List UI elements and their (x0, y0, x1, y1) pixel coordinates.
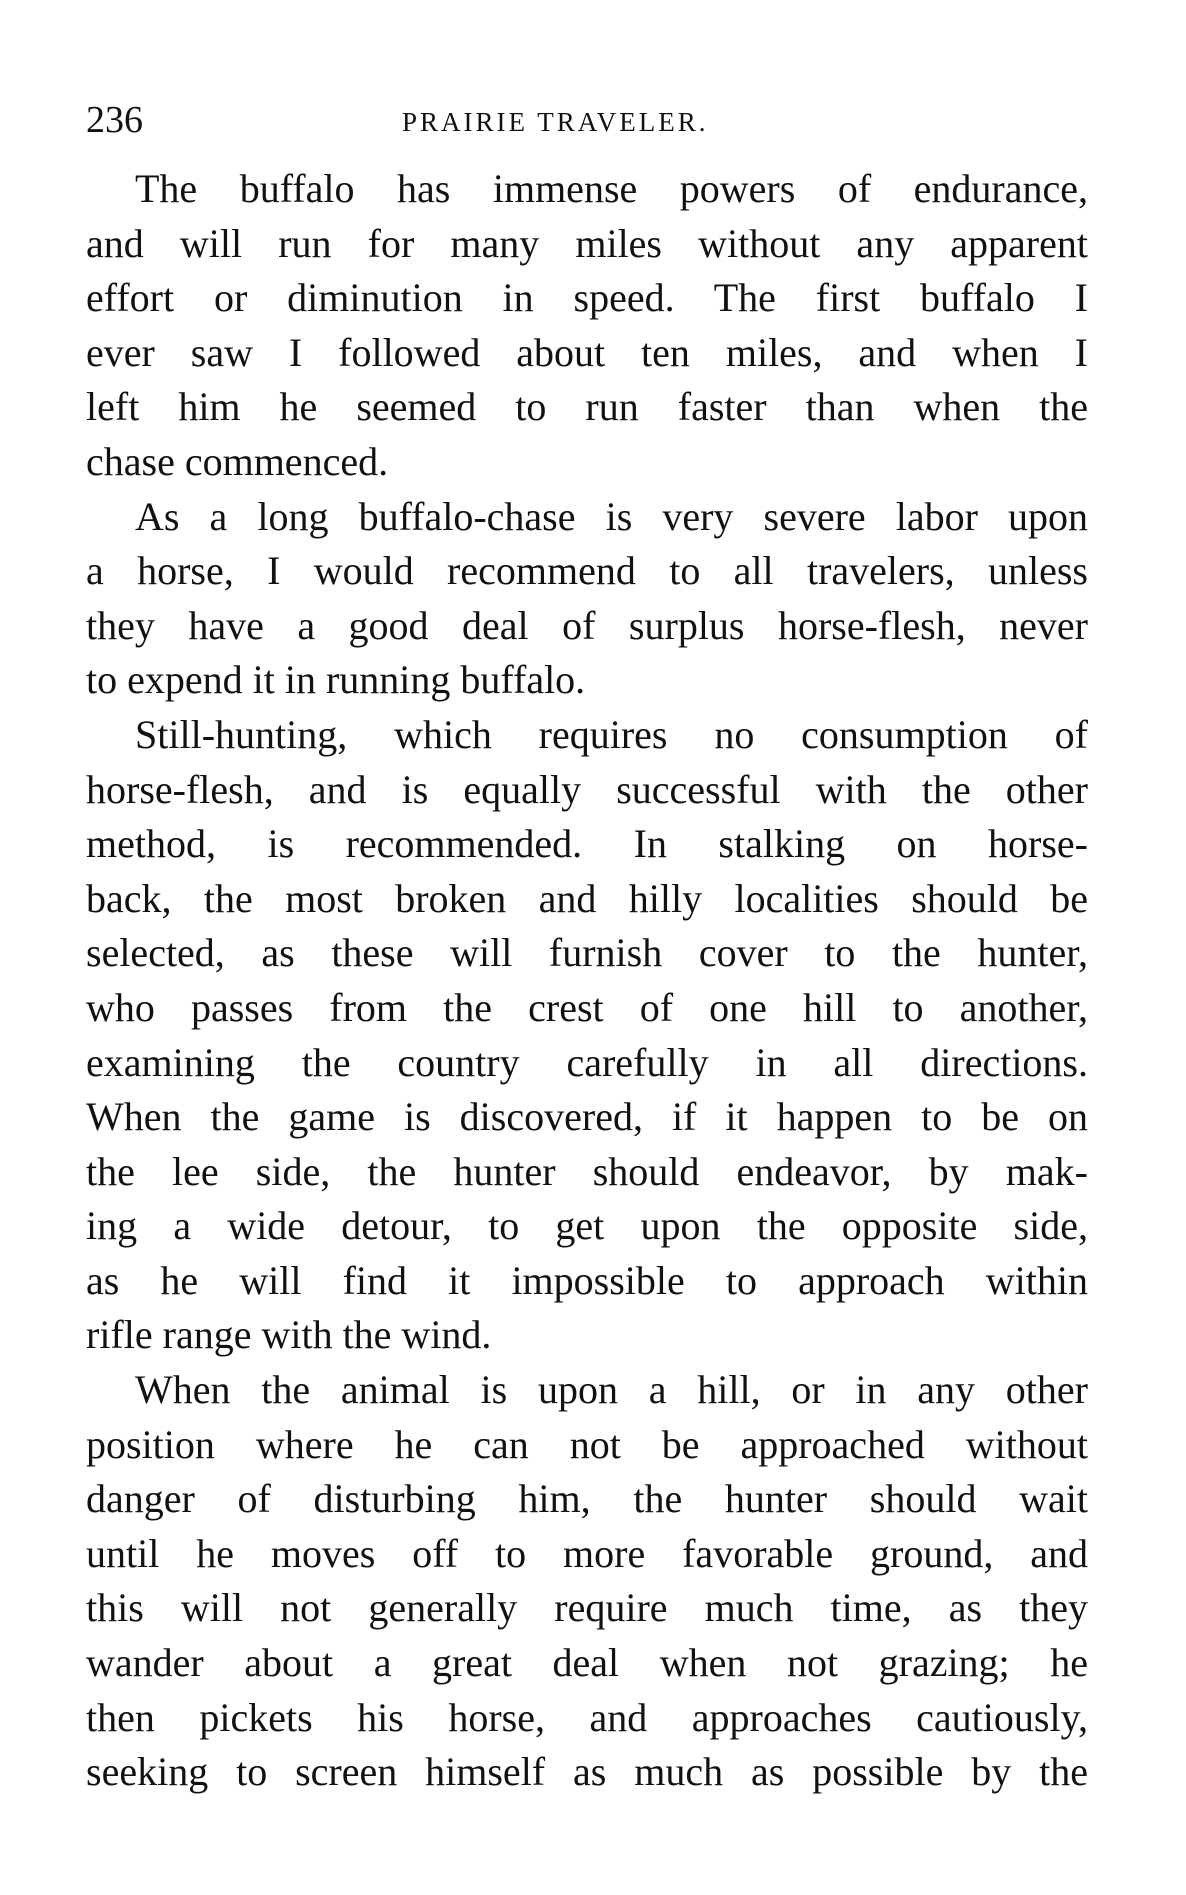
text-line: they have a good deal of surplus horse-flesh, never (86, 602, 1088, 648)
text-line: to expend it in running buffalo. (86, 657, 586, 703)
text-line: horse-flesh, and is equally successful with the other (86, 766, 1088, 812)
text-line: The buffalo has immense powers of endurance, (135, 166, 1088, 211)
text-line: back, the most broken and hilly localities should be (86, 875, 1088, 921)
text-line: selected, as these will furnish cover to the hunter, (86, 930, 1088, 976)
body-text (86, 162, 1088, 1800)
text-line: left him he seemed to run faster than when the (86, 384, 1088, 430)
text-line: As a long buffalo-chase is very severe labor upon (135, 493, 1088, 539)
text-line: this will not generally require much time, as they (86, 1585, 1088, 1631)
text-line: the lee side, the hunter should endeavor, by mak- (86, 1148, 1088, 1194)
text-line: a horse, I would recommend to all travelers, unless (86, 548, 1088, 594)
text-line: When the game is discovered, if it happen to be on (86, 1094, 1088, 1140)
text-line: effort or diminution in speed. The first buffalo I (86, 275, 1088, 321)
paragraph-endurance (86, 162, 1088, 490)
text-line: as he will find it impossible to approach within (86, 1257, 1088, 1303)
paragraph-still-hunting (86, 708, 1088, 1363)
page-number: 236 (86, 99, 143, 141)
text-line: wander about a great deal when not grazing; he (86, 1640, 1088, 1686)
text-line: ever saw I followed about ten miles, and when I (86, 329, 1088, 375)
text-line: until he moves off to more favorable ground, and (86, 1530, 1088, 1576)
running-title: PRAIRIE TRAVELER. (402, 107, 709, 137)
text-line: method, is recommended. In stalking on horse- (86, 821, 1088, 867)
paragraph-approach (86, 1363, 1088, 1800)
text-line: position where he can not be approached without (86, 1421, 1088, 1467)
text-line: Still-hunting, which requires no consumption of (135, 711, 1088, 757)
text-line: and will run for many miles without any apparent (86, 220, 1088, 266)
text-line: seeking to screen himself as much as possible by the (86, 1749, 1088, 1795)
text-line: ing a wide detour, to get upon the opposite side, (86, 1203, 1088, 1249)
text-line: examining the country carefully in all directions. (86, 1039, 1088, 1085)
text-line: then pickets his horse, and approaches cautiously, (86, 1694, 1088, 1740)
paragraph-horse-labor (86, 490, 1088, 708)
text-line: who passes from the crest of one hill to another, (86, 984, 1088, 1030)
text-line: chase commenced. (86, 438, 389, 484)
text-line: rifle range with the wind. (86, 1312, 492, 1358)
text-line: When the animal is upon a hill, or in any other (135, 1367, 1088, 1413)
page-header (86, 96, 1090, 144)
text-line: danger of disturbing him, the hunter should wait (86, 1476, 1088, 1522)
